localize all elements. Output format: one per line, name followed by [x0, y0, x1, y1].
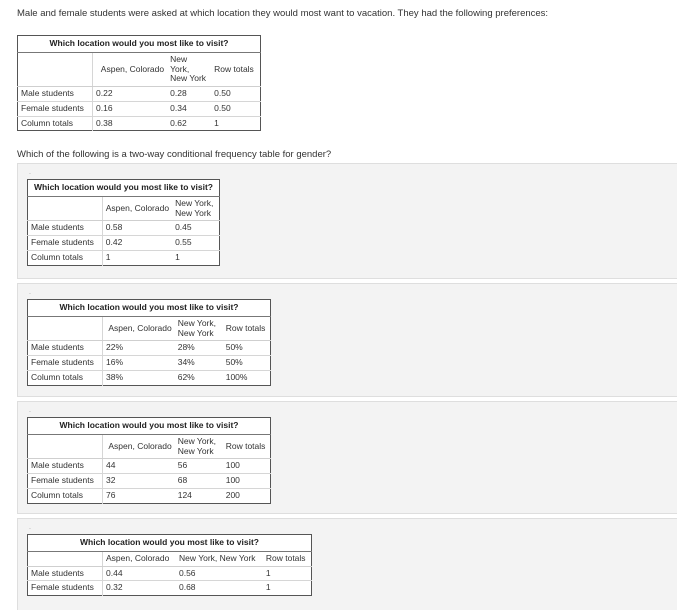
row-label: Female students [28, 236, 103, 251]
header-aspen: Aspen, Colorado [103, 551, 176, 566]
table-cell: 44 [103, 459, 175, 474]
header-row-totals: Row totals [263, 551, 312, 566]
answer-option-3[interactable] [17, 401, 677, 514]
header-aspen: Aspen, Colorado [103, 316, 175, 341]
table-cell: 1 [263, 566, 312, 581]
table-cell: 0.16 [93, 101, 168, 116]
header-new-york: New York, New York [176, 551, 263, 566]
row-label: Female students [28, 356, 103, 371]
row-label: Male students [18, 87, 93, 102]
question-text: Which of the following is a two-way conditional frequency table for gender? [17, 149, 332, 160]
table-cell: 38% [103, 370, 175, 385]
preferences-table [17, 35, 261, 131]
table-cell: 0.22 [93, 87, 168, 102]
row-label: Female students [18, 101, 93, 116]
row-label: Male students [28, 341, 103, 356]
table-cell: 50% [223, 341, 271, 356]
table-cell: 124 [175, 488, 223, 503]
header-new-york: New York, New York [175, 316, 223, 341]
option-marker: . [29, 289, 31, 296]
header-row-totals: Row totals [223, 434, 271, 459]
table-cell: 22% [103, 341, 175, 356]
table-caption: Which location would you most like to visit? [28, 300, 271, 317]
table-cell: 16% [103, 356, 175, 371]
header-new-york: New York, New York [175, 434, 223, 459]
row-label: Column totals [28, 488, 103, 503]
header-row-totals: Row totals [223, 316, 271, 341]
table-cell: 34% [175, 356, 223, 371]
answer-option-2[interactable] [17, 283, 677, 397]
row-label: Female students [28, 474, 103, 489]
table-cell: 0.50 [211, 87, 260, 102]
row-label: Column totals [18, 116, 93, 131]
table-cell: 0.44 [103, 566, 176, 581]
table-cell: 62% [175, 370, 223, 385]
table-cell: 0.28 [167, 87, 211, 102]
option-marker: . [29, 524, 31, 531]
table-cell: 0.42 [102, 236, 172, 251]
header-corner [28, 434, 103, 459]
table-cell: 50% [223, 356, 271, 371]
option-table [27, 179, 220, 266]
table-cell: 0.32 [103, 581, 176, 596]
option-marker: . [29, 407, 31, 414]
table-caption: Which location would you most like to visit? [28, 180, 220, 197]
table-cell: 100 [223, 474, 271, 489]
row-label: Male students [28, 221, 103, 236]
header-corner [28, 551, 103, 566]
table-cell: 0.55 [172, 236, 219, 251]
table-cell: 0.45 [172, 221, 219, 236]
table-caption: Which location would you most like to visit? [18, 36, 261, 53]
intro-text: Male and female students were asked at which location they would most want to vacation. They had the following preferences: [17, 8, 549, 19]
table-cell: 0.34 [167, 101, 211, 116]
header-corner [28, 316, 103, 341]
answer-option-1[interactable] [17, 163, 677, 279]
table-cell: 1 [172, 250, 219, 265]
header-corner [28, 196, 103, 221]
option-marker: . [29, 169, 31, 176]
header-new-york: New York, New York [167, 52, 211, 86]
table-cell: 100 [223, 459, 271, 474]
header-corner [18, 52, 93, 86]
table-cell: 1 [263, 581, 312, 596]
table-caption: Which location would you most like to visit? [28, 535, 312, 552]
header-aspen: Aspen, Colorado [103, 434, 175, 459]
table-caption: Which location would you most like to visit? [28, 418, 271, 435]
table-cell: 0.50 [211, 101, 260, 116]
header-aspen: Aspen, Colorado [102, 196, 172, 221]
table-cell: 56 [175, 459, 223, 474]
table-cell: 68 [175, 474, 223, 489]
option-table [27, 534, 312, 596]
row-label: Male students [28, 566, 103, 581]
table-cell: 28% [175, 341, 223, 356]
table-cell: 1 [102, 250, 172, 265]
row-label: Male students [28, 459, 103, 474]
header-aspen: Aspen, Colorado [93, 52, 168, 86]
header-row-totals: Row totals [211, 52, 260, 86]
answer-option-4[interactable] [17, 518, 677, 610]
table-cell: 1 [211, 116, 260, 131]
table-cell: 76 [103, 488, 175, 503]
table-cell: 32 [103, 474, 175, 489]
row-label: Column totals [28, 370, 103, 385]
table-cell: 0.58 [102, 221, 172, 236]
table-cell: 0.68 [176, 581, 263, 596]
table-cell: 200 [223, 488, 271, 503]
table-cell: 100% [223, 370, 271, 385]
table-cell: 0.56 [176, 566, 263, 581]
header-new-york: New York, New York [172, 196, 219, 221]
row-label: Female students [28, 581, 103, 596]
option-table [27, 417, 271, 504]
table-cell: 0.38 [93, 116, 168, 131]
table-cell: 0.62 [167, 116, 211, 131]
option-table [27, 299, 271, 386]
row-label: Column totals [28, 250, 103, 265]
